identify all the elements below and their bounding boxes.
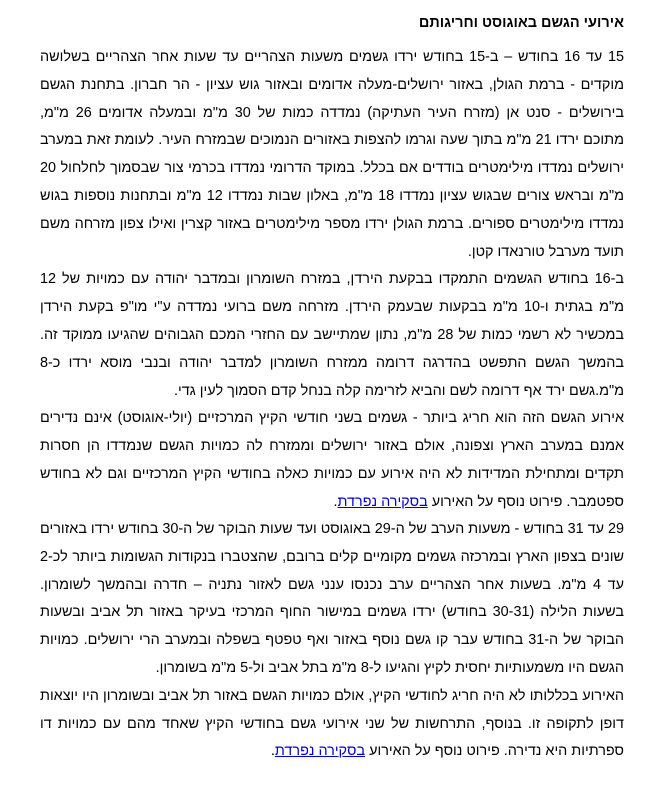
document-title: אירועי הגשם באוגוסט וחריגותם	[418, 15, 624, 31]
event-2-section	[40, 516, 624, 766]
event-1-paragraph-1: 15 עד 16 בחודש – ב-15 בחודש ירדו גשמים משעות הצהריים עד שעות אחר הצהריים בשלושה מוקדים - ברמת הגולן, באזור ירושלים-מעלה אדומים ובאזור גוש עציון - הר חברון. בתחנת הגשם בירושלים - סנט אן (מזרח העיר העתיקה) נמדדה כמות של 30 מ"מ ובמעלה אדומים 26 מ"מ, מתוכם ירדו 21 מ"מ בתוך שעה וגרמו להצפות באזורים הנמוכים שבמזרח העיר. לעומת זאת במערב ירושלים נמדדו מילימטרים בודדים אם בכלל. במוקד הדרומי נמדדו בכרמי צור שבסמוך לחלחול 20 מ"מ ובראש צורים שבגוש עציון נמדדו 18 מ"מ, באלון שבות נמדדו 12 מ"מ ובתחנות נוספות בגוש נמדדו מילימטרים ספורים. ברמת הגולן ירדו מספר מילימטרים באזור קצרין ואילו צפון מזרחה משם תועד מערבל טורנאדו קטן.	[40, 49, 625, 260]
event-2-separate-review-link[interactable]: בסקירה נפרדת	[274, 743, 366, 760]
event-1-separate-review-link[interactable]: בסקירה נפרדת	[337, 493, 428, 510]
event-1-paragraph-2: ב-16 בחודש הגשמים התמקדו בבקעת הירדן, במזרח השומרון ובמדבר יהודה עם כמויות של 12 מ"מ בגתית ו-10 מ"מ בבקעות שבעמק הירדן. מזרחה משם ברועי נמדדה ע"י מו"פ בקעת הירדן במכשיר לא רשמי כמות של 28 מ"מ, נתון שמתיישב עם החזרי המכם הגבוהים שהגיעו ממוקד זה. בהמשך הגשם התפשט בהדרגה דרומה ממזרח השומרון למדבר יהודה ובנבי מוסא ירדו כ-8 מ"מ.גשם ירד אף דרומה לשם והביא לזרימה קלה בנחל קדם הסמוך לעין גדי.	[40, 271, 624, 399]
event-2-paragraph-2	[40, 683, 624, 766]
event-1-paragraph-3-text: אירוע הגשם הזה הוא חריג ביותר - גשמים בשני חודשי הקיץ המרכזיים (יולי-אוגוסט) אינם נדירים אמנם במערב הארץ וצפונה, אולם באזור ירושלים וממזרח לה כמויות הגשם שנמדדו הן חסרות תקדים ומתחילת המדידות לא היה אירוע עם כמויות כאלה בחודשי הקיץ המרכזיים וגם לא בחודש ספטמבר. פירוט נוסף על האירוע	[40, 410, 624, 510]
event-2-link-suffix: .	[270, 743, 275, 760]
event-2-paragraph-2-text: האירוע בכללותו לא היה חריג לחודשי הקיץ, אולם כמויות הגשם באזור תל אביב ובשומרון היו יוצאות דופן לתקופה זו. בנוסף, התרחשות של שני אירועי גשם בחודשי הקיץ שאחד מהם עם כמויות דו ספרתיות היא נדירה. פירוט נוסף על האירוע	[40, 687, 624, 760]
event-1-paragraph-3	[40, 405, 624, 516]
event-1-link-suffix: .	[333, 493, 338, 510]
event-2-paragraph-1: 29 עד 31 בחודש - משעות הערב של ה-29 באוגוסט ועד שעות הבוקר של ה-30 בחודש ירדו באזורים שונים בצפון הארץ ובמרכזה גשמים מקומיים קלים ברובם, שהצטברו בנקודות הגשומות ביותר לכ-2 עד 4 מ"מ. בשעות אחר הצהריים ערב נכנסו ענני גשם לאזור נתניה – חדרה ובהמשך לשומרון. בשעות הלילה (30-31 בחודש) ירדו גשמים במישור החוף המרכזי בעיקר באזור תל אביב ובשעות הבוקר של ה-31 בחודש עבר קו גשם נוסף באזור ואף טפטף בשפלה ובמערב הרי ירושלים. כמויות הגשם היו משמעותיות יחסית לקיץ והגיעו ל-8 מ"מ בתל אביב ול-5 מ"מ בשומרון.	[40, 521, 624, 676]
event-1-section	[40, 44, 624, 517]
